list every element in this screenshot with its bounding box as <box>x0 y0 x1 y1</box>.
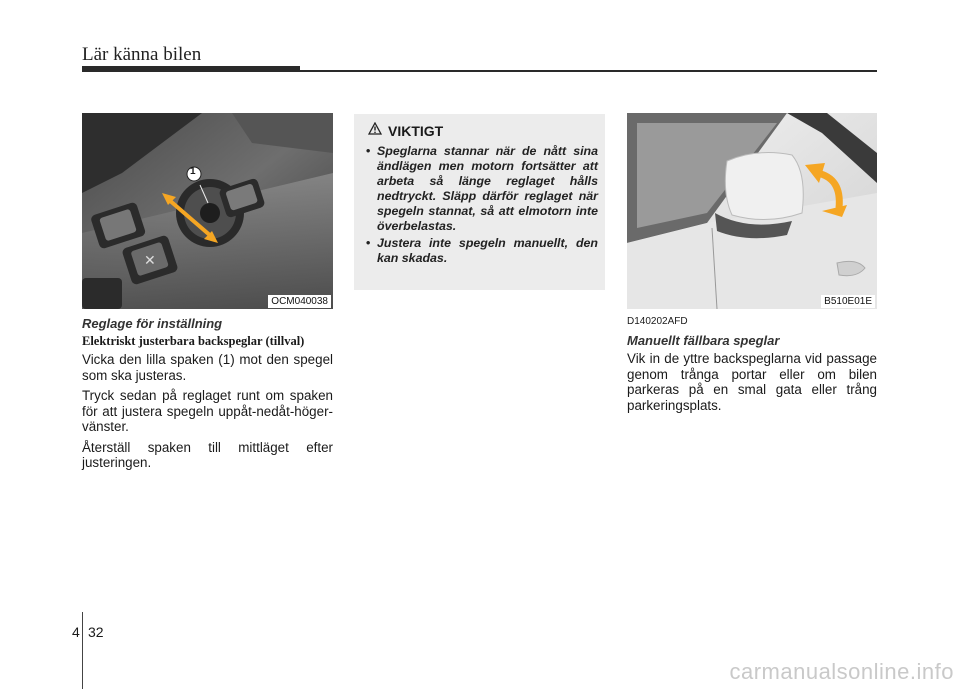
left-image-code: OCM040038 <box>268 295 331 308</box>
footer-rule <box>82 612 83 689</box>
header-rule-thick <box>82 66 300 72</box>
warning-item: • Speglarna stannar när de nått sina ändlägen men motorn fortsätter att arbeta så länge reglaget hålls nedtryckt. Släpp därför reglaget när spegeln stannat, så att elmotorn inte överbelastas. <box>366 144 598 234</box>
chapter-number: 4 <box>72 624 80 640</box>
warning-title: VIKTIGT <box>388 123 444 139</box>
page-header-title: Lär känna bilen <box>82 44 202 65</box>
svg-text:✕: ✕ <box>144 253 156 269</box>
right-image-code: B510E01E <box>821 295 875 308</box>
left-paragraph-3: Återställ spaken till mittläget efter justeringen. <box>82 439 333 470</box>
right-caption: Manuellt fällbara speglar <box>627 333 780 348</box>
warning-list <box>366 144 598 268</box>
warning-item: • Justera inte spegeln manuellt, den kan skadas. <box>366 236 598 266</box>
warning-box <box>354 114 605 290</box>
header-rule-thin <box>300 70 877 72</box>
left-caption: Reglage för inställning <box>82 316 223 331</box>
callout-marker-1: 1 <box>190 166 196 177</box>
warning-triangle-icon <box>368 122 382 140</box>
right-paragraph: Vik in de yttre backspeglarna vid passage genom trånga portar eller om bilen parkeras på en smal gata eller trång parkeringsplats. <box>627 351 877 413</box>
page-number: 32 <box>88 624 104 640</box>
watermark: carmanualsonline.info <box>729 659 954 684</box>
section-ref-code: D140202AFD <box>627 316 688 327</box>
mirror-switch-photo <box>82 113 333 309</box>
left-column <box>82 316 333 476</box>
left-subheading: Elektriskt justerbara backspeglar (tillval) <box>82 334 305 348</box>
left-paragraph-1: Vicka den lilla spaken (1) mot den spegel som ska justeras. <box>82 352 333 383</box>
folding-mirror-photo <box>627 113 877 309</box>
left-paragraph-2: Tryck sedan på reglaget runt om spaken för att justera spegeln uppåt-nedåt-höger-vänster. <box>82 388 333 434</box>
right-column <box>627 316 877 418</box>
